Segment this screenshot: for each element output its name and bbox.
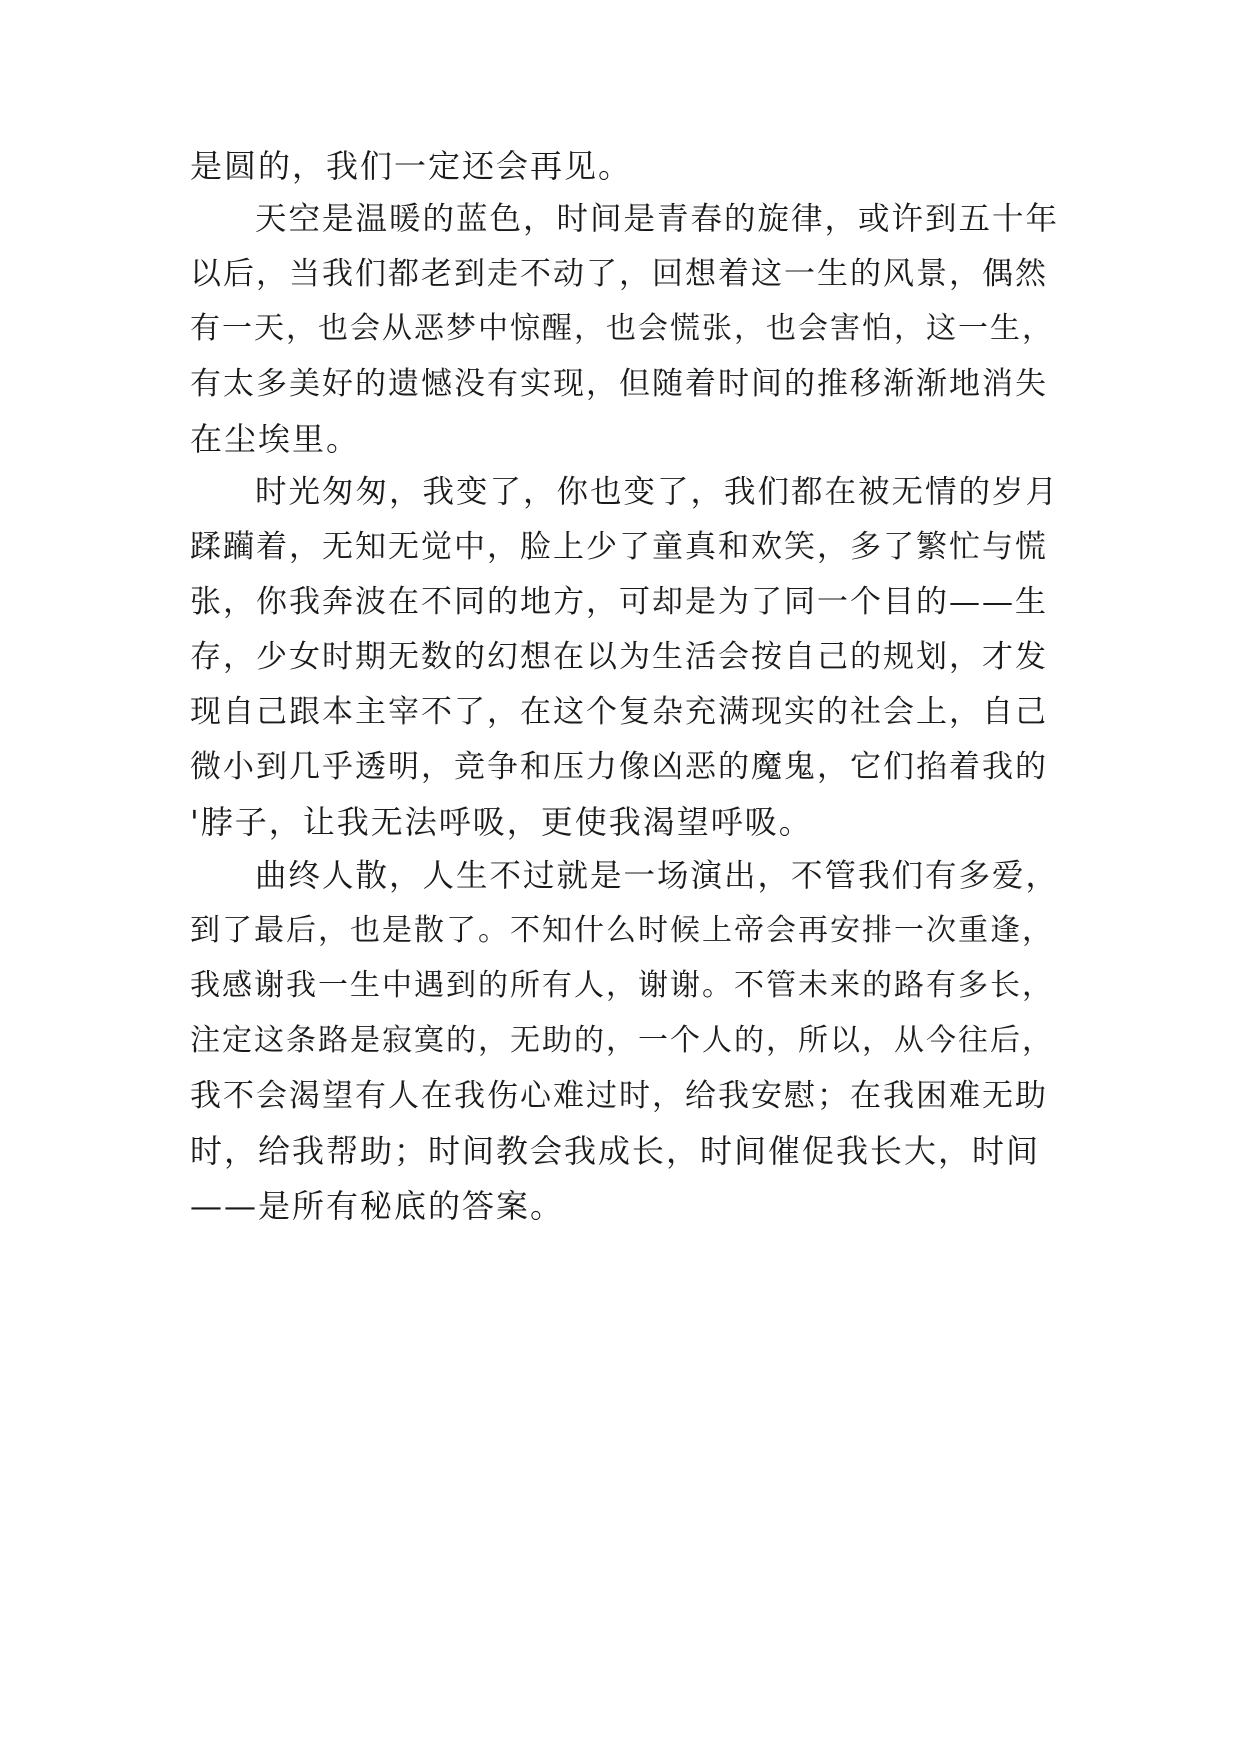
text-line: ——是所有秘底的答案。 (190, 1187, 565, 1225)
text-line: 时光匆匆，我变了，你也变了，我们都在被无情的岁月 (255, 474, 1060, 510)
text-line: 蹂躏着，无知无觉中，脸上少了童真和欢笑，多了繁忙与慌 (190, 529, 1048, 565)
text-line: 在尘埃里。 (190, 420, 361, 458)
text-line: 曲终人散，人生不过就是一场演出，不管我们有多爱， (255, 858, 1060, 894)
text-line: 时，给我帮助；时间教会我成长，时间催促我长大，时间 (190, 1132, 1041, 1170)
text-line: 有太多美好的遗憾没有实现，但随着时间的推移渐渐地消失 (190, 366, 1048, 402)
text-line: 微小到几乎透明，竞争和压力像凶恶的魔鬼，它们掐着我的 (190, 749, 1048, 785)
text-line: '脖子，让我无法呼吸，更使我渴望呼吸。 (190, 803, 813, 841)
text-line: 张，你我奔波在不同的地方，可却是为了同一个目的——生 (190, 584, 1048, 620)
text-line: 到了最后，也是散了。不知什么时候上帝会再安排一次重逢， (190, 913, 1054, 948)
text-line: 是圆的，我们一定还会再见。 (190, 147, 633, 185)
text-line: 现自己跟本主宰不了，在这个复杂充满现实的社会上，自己 (190, 694, 1048, 730)
text-line: 我感谢我一生中遇到的所有人，谢谢。不管未来的路有多长， (190, 968, 1054, 1003)
text-line: 存，少女时期无数的幻想在以为生活会按自己的规划，才发 (190, 639, 1048, 675)
text-line: 有一天，也会从恶梦中惊醒，也会慌张，也会害怕，这一生， (190, 311, 1054, 346)
text-line: 以后，当我们都老到走不动了，回想着这一生的风景，偶然 (190, 256, 1048, 292)
text-line: 注定这条路是寂寞的，无助的，一个人的，所以，从今往后， (190, 1023, 1054, 1058)
text-line: 我不会渴望有人在我伤心难过时，给我安慰；在我困难无助 (190, 1078, 1048, 1114)
text-line: 天空是温暖的蓝色，时间是青春的旋律，或许到五十年 (255, 201, 1060, 237)
